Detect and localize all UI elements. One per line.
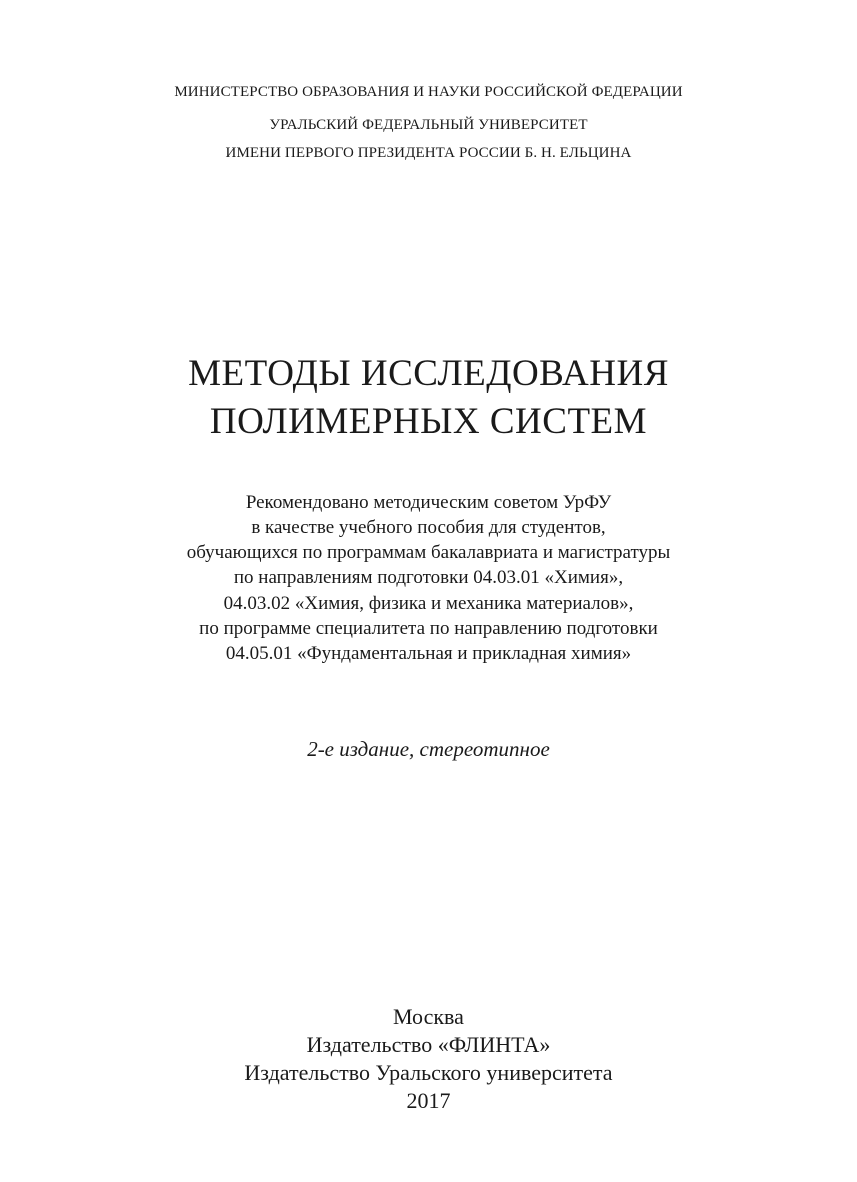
edition-note: 2-е издание, стереотипное	[307, 737, 550, 761]
university-heading: УРАЛЬСКИЙ ФЕДЕРАЛЬНЫЙ УНИВЕРСИТЕТ	[269, 117, 588, 133]
recommendation-line: по направлениям подготовки 04.03.01 «Химия»,	[233, 567, 624, 588]
recommendation-line: обучающихся по программам бакалавриата и магистратуры	[186, 542, 671, 563]
imprint-publisher-1: Издательство «ФЛИНТА»	[306, 1032, 551, 1057]
book-title-line-1: МЕТОДЫ ИССЛЕДОВАНИЯ	[188, 353, 669, 394]
book-title-line-2: ПОЛИМЕРНЫХ СИСТЕМ	[209, 401, 648, 442]
imprint-year: 2017	[406, 1088, 451, 1113]
university-named-after: ИМЕНИ ПЕРВОГО ПРЕЗИДЕНТА РОССИИ Б. Н. ЕЛЬЦИНА	[225, 145, 632, 161]
imprint-city: Москва	[393, 1004, 464, 1029]
recommendation-line: 04.03.02 «Химия, физика и механика материалов»,	[223, 593, 634, 614]
recommendation-line: по программе специалитета по направлению подготовки	[199, 618, 658, 639]
ministry-heading: МИНИСТЕРСТВО ОБРАЗОВАНИЯ И НАУКИ РОССИЙСКОЙ ФЕДЕРАЦИИ	[174, 84, 683, 100]
recommendation-line: в качестве учебного пособия для студентов,	[251, 517, 606, 538]
recommendation-line: Рекомендовано методическим советом УрФУ	[245, 492, 612, 513]
imprint-publisher-2: Издательство Уральского университета	[244, 1060, 613, 1085]
recommendation-line: 04.05.01 «Фундаментальная и прикладная химия»	[225, 643, 632, 664]
